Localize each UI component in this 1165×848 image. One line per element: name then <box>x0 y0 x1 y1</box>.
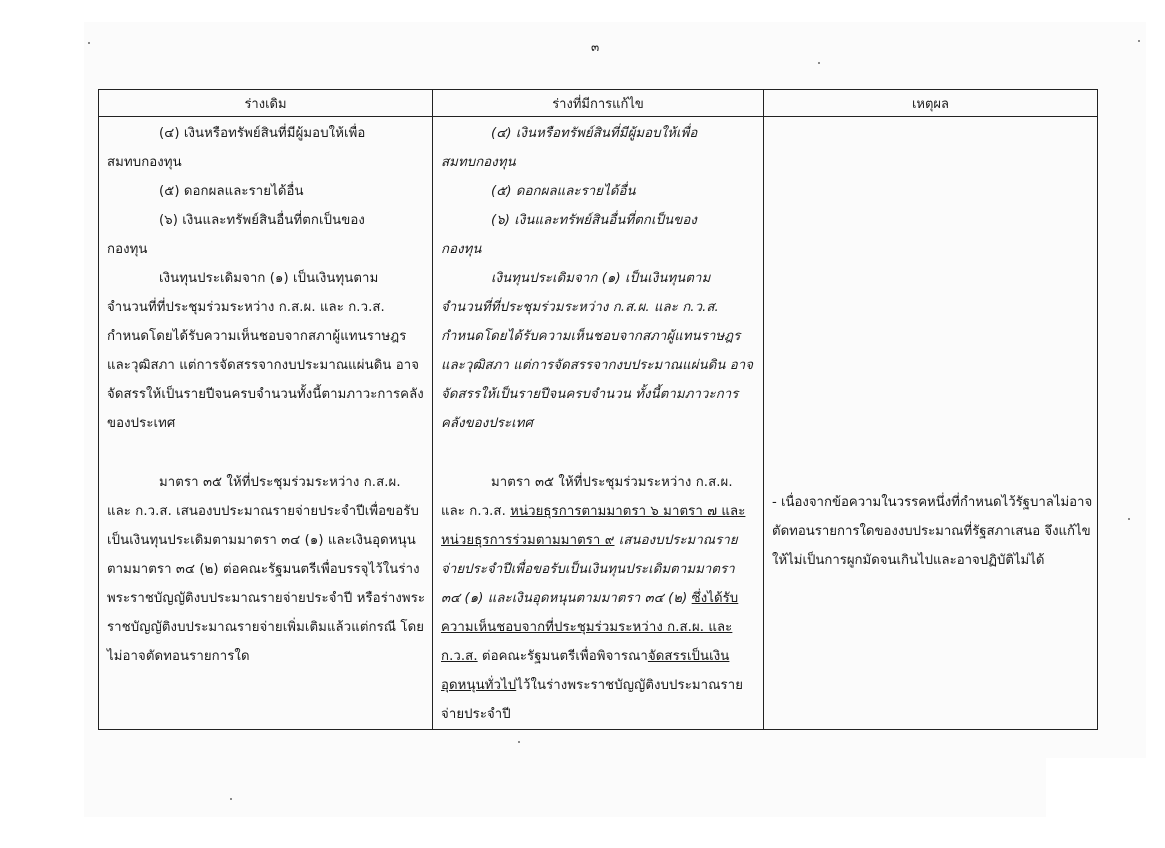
amended-para2-insert-1: หน่วยธุรการตามมาตรา ๖ มาตรา ๗ และหน่วยธุรการร่วมตามมาตรา ๙ <box>441 504 746 548</box>
amended-item-4-line1: (๔) เงินหรือทรัพย์สินที่มีผู้มอบให้เพื่อ <box>491 126 698 141</box>
amended-para2-body <box>441 497 757 729</box>
amended-para2-text-2: เสนองบประมาณรายจ่ายประจำปีเพื่อขอรับเป็นเงินทุนประเดิมตามมาตรา ๓๔ (๑) และเงินอุดหนุนตามมาตรา ๓๔ (๒) <box>441 533 738 606</box>
original-para2-lead: มาตรา ๓๕ ให้ที่ประชุมร่วมระหว่าง ก.ส.ผ. <box>159 475 401 490</box>
scan-speck <box>818 62 820 64</box>
amended-para2-insert-3: จัดสรรเป็นเงินอุดหนุนทั่วไป <box>441 649 730 693</box>
scan-speck <box>518 741 520 743</box>
header-reason: เหตุผล <box>764 90 1098 117</box>
amended-para2-insert-2: ซึ่งได้รับความเห็นชอบจากที่ประชุมร่วมระหว่าง ก.ส.ผ. และ ก.ว.ส. <box>441 591 739 664</box>
original-draft-cell <box>99 117 433 730</box>
header-original: ร่างเดิม <box>99 90 433 117</box>
amended-item-6-line1: (๖) เงินและทรัพย์สินอื่นที่ตกเป็นของ <box>491 213 697 228</box>
comparison-table <box>98 89 1098 730</box>
original-item-6-line1: (๖) เงินและทรัพย์สินอื่นที่ตกเป็นของ <box>159 213 365 228</box>
header-amended: ร่างที่มีการแก้ไข <box>433 90 764 117</box>
original-item-6-line2: กองทุน <box>107 242 148 257</box>
original-item-4-line1: (๔) เงินหรือทรัพย์สินที่มีผู้มอบให้เพื่อ <box>159 126 366 141</box>
amended-item-5: (๕) ดอกผลและรายได้อื่น <box>491 184 636 199</box>
amended-para2-text-1: และ ก.ว.ส. <box>441 504 511 519</box>
scan-speck <box>88 42 90 44</box>
scan-speck <box>230 798 232 800</box>
reason-cell <box>764 117 1098 730</box>
amended-draft-cell <box>433 117 764 730</box>
original-para1-lead: เงินทุนประเดิมจาก (๑) เป็นเงินทุนตาม <box>159 271 379 286</box>
amended-para2-lead: มาตรา ๓๕ ให้ที่ประชุมร่วมระหว่าง ก.ส.ผ. <box>491 475 733 490</box>
amended-item-6-line2: กองทุน <box>441 242 482 257</box>
table-row <box>99 117 1098 730</box>
amended-para2-text-4: ไว้ในร่างพระราชบัญญัติงบประมาณรายจ่ายประจำปี <box>441 678 744 722</box>
original-para1-body: จำนวนที่ที่ประชุมร่วมระหว่าง ก.ส.ผ. และ ก.ว.ส. กำหนดโดยได้รับความเห็นชอบจากสภาผู้แทนราษฎรและวุฒิสภา แต่การจัดสรรจากงบประมาณแผ่นดิน อาจจัดสรรให้เป็นรายปีจนครบจำนวนทั้งนี้ตามภาวะการคลังของประเทศ <box>107 300 424 431</box>
blank-corner <box>1046 758 1165 848</box>
amended-para1-body: จำนวนที่ที่ประชุมร่วมระหว่าง ก.ส.ผ. และ ก.ว.ส. กำหนดโดยได้รับความเห็นชอบจากสภาผู้แทนราษฎรและวุฒิสภา แต่การจัดสรรจากงบประมาณแผ่นดิน อาจจัดสรรให้เป็นรายปีจนครบจำนวน ทั้งนี้ตามภาวะการคลังของประเทศ <box>441 300 754 431</box>
scan-speck <box>1128 518 1130 520</box>
original-item-4-line2: สมทบกองทุน <box>107 155 182 170</box>
page-number: ๓ <box>591 40 600 54</box>
amended-item-4-line2: สมทบกองทุน <box>441 155 516 170</box>
scan-speck <box>1138 40 1140 42</box>
original-item-5: (๕) ดอกผลและรายได้อื่น <box>159 184 304 199</box>
reason-text: - เนื่องจากข้อความในวรรคหนึ่งที่กำหนดไว้รัฐบาลไม่อาจตัดทอนรายการใดของงบประมาณที่รัฐสภาเสนอ จึงแก้ไขให้ไม่เป็นการผูกมัดจนเกินไปและอาจปฏิบัติไม่ได้ <box>772 495 1093 568</box>
amended-para2-text-3: ต่อคณะรัฐมนตรีเพื่อพิจารณา <box>477 649 648 664</box>
table-header-row <box>99 90 1098 117</box>
original-para2-body: และ ก.ว.ส. เสนองบประมาณรายจ่ายประจำปีเพื่อขอรับเป็นเงินทุนประเดิมตามมาตรา ๓๔ (๑) และเงินอุดหนุนตามมาตรา ๓๔ (๒) ต่อคณะรัฐมนตรีเพื่อบรรจุไว้ในร่างพระราชบัญญัติงบประมาณรายจ่ายประจำปี หรือร่างพระราชบัญญัติงบประมาณรายจ่ายเพิ่มเติมแล้วแต่กรณี โดยไม่อาจตัดทอนรายการใด <box>107 504 426 664</box>
amended-para1-lead: เงินทุนประเดิมจาก (๑) เป็นเงินทุนตาม <box>491 271 711 286</box>
